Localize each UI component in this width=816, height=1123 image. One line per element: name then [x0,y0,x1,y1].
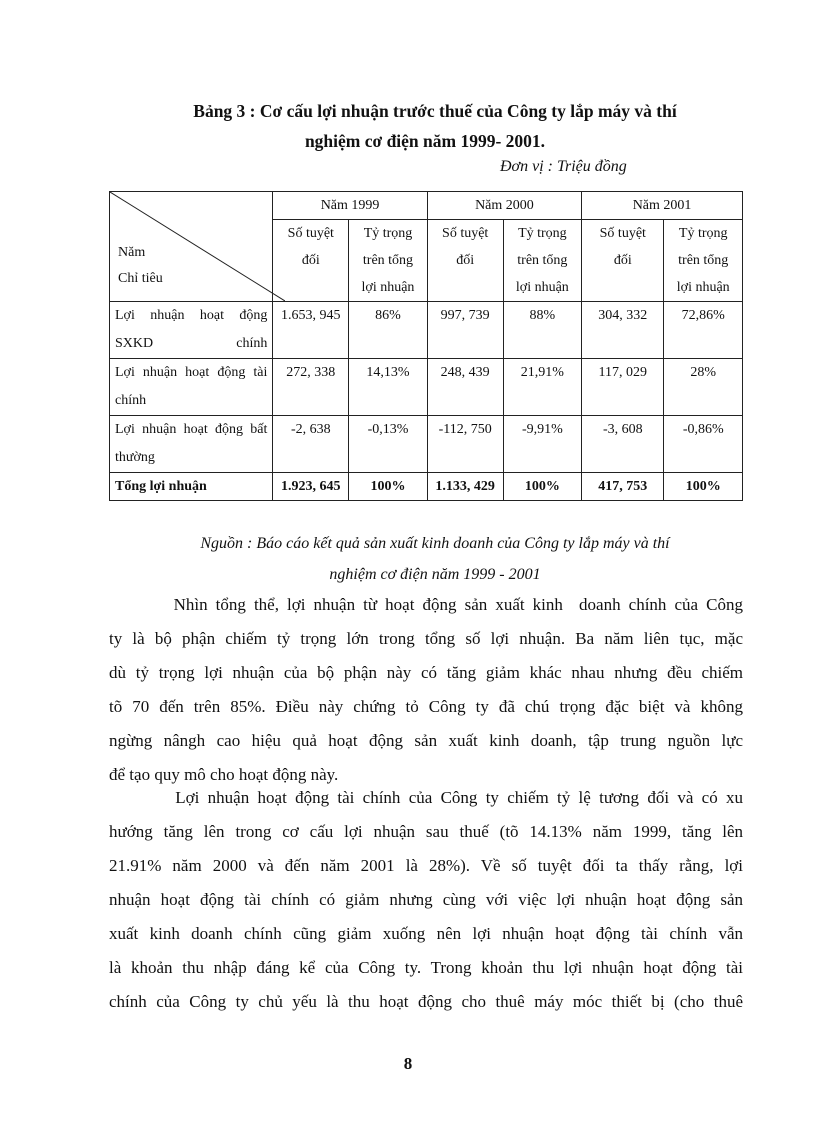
table-row [110,359,743,416]
year-header-2000: Năm 2000 [427,192,581,220]
paragraph-1 [109,588,743,792]
cell-percent: 21,91% [503,359,581,416]
row-label: Lợi nhuận hoạt động SXKD chính [110,302,273,359]
cell-value: 1.923, 645 [273,473,349,501]
paragraph-line: dù tỷ trọng lợi nhuận của bộ phận này có tăng giảm khác nhau nhưng đều chiếm [109,663,743,682]
page-number: 8 [403,1054,413,1073]
year-header-1999: Năm 1999 [273,192,427,220]
table-title-line-1: Bảng 3 : Cơ cấu lợi nhuận trước thuế của Công ty lắp máy và thí [193,101,677,121]
unit-note: Đơn vị : Triệu đồng [500,158,627,175]
row-label: Tổng lợi nhuận [110,473,273,501]
paragraph-line: ty là bộ phận chiếm tỷ trọng lớn trong tổng số lợi nhuận. Ba năm liên tục, mặc [109,629,743,648]
cell-value: 997, 739 [427,302,503,359]
table-total-row [110,473,743,501]
cell-value: -112, 750 [427,416,503,473]
subheader-absolute: Số tuyệt đối [273,220,349,302]
paragraph-line: xuất kinh doanh chính cũng giảm xuống nên lợi nhuận hoạt động tài chính vẫn [109,924,743,943]
table-title-line-2: nghiệm cơ điện năm 1999- 2001. [304,131,546,151]
table-row [110,416,743,473]
paragraph-line: là khoản thu nhập đáng kể của Công ty. Trong khoản thu lợi nhuận hoạt động tài [109,958,743,977]
cell-percent: -0,13% [349,416,427,473]
subheader-absolute: Số tuyệt đối [427,220,503,302]
cell-percent: 100% [349,473,427,501]
cell-value: 117, 029 [582,359,664,416]
row-label: Lợi nhuận hoạt động tài chính [110,359,273,416]
cell-value: -3, 608 [582,416,664,473]
cell-percent: 88% [503,302,581,359]
paragraph-line: Lợi nhuận hoạt động tài chính của Công ty chiếm tỷ lệ tương đối và có xu [109,788,743,807]
cell-value: -2, 638 [273,416,349,473]
corner-indicator-label: Chỉ tiêu [118,271,163,286]
paragraph-line: 21.91% năm 2000 và đến năm 2001 là 28%). Về số tuyệt đối ta thấy rằng, lợi [109,856,743,875]
paragraph-line: hướng tăng lên trong cơ cấu lợi nhuận sau thuế (tõ 14.13% năm 1999, tăng lên [109,822,743,841]
cell-value: 1.653, 945 [273,302,349,359]
cell-percent: 100% [503,473,581,501]
subheader-ratio: Tỷ trọng trên tổng lợi nhuận [503,220,581,302]
cell-percent: 28% [664,359,743,416]
paragraph-line: chính của Công ty chủ yếu là thu hoạt động cho thuê máy móc thiết bị (cho thuê [109,992,743,1011]
source-note-line-1: Nguồn : Báo cáo kết quả sản xuất kinh doanh của Công ty lắp máy và thí [200,535,670,552]
cell-value: 272, 338 [273,359,349,416]
cell-percent: -9,91% [503,416,581,473]
paragraph-line: Nhìn tổng thể, lợi nhuận từ hoạt động sản xuất kinh doanh chính của Công [109,595,743,614]
paragraph-line: nhuận hoạt động tài chính có giảm nhưng cùng với việc lợi nhuận hoạt động sản [109,890,743,909]
cell-value: 304, 332 [582,302,664,359]
subheader-absolute: Số tuyệt đối [582,220,664,302]
corner-year-label: Năm [118,245,146,260]
profit-structure-table [109,191,743,501]
corner-header-cell [110,192,273,302]
cell-percent: -0,86% [664,416,743,473]
source-note-line-2: nghiệm cơ điện năm 1999 - 2001 [329,566,541,583]
row-label: Lợi nhuận hoạt động bất thường [110,416,273,473]
cell-value: 248, 439 [427,359,503,416]
cell-percent: 14,13% [349,359,427,416]
paragraph-2 [109,781,743,1019]
cell-value: 417, 753 [582,473,664,501]
paragraph-line: ngừng nângh cao hiệu quả hoạt động sản xuất kinh doanh, tập trung nguồn lực [109,731,743,750]
table-header-row [110,192,743,220]
table-row [110,302,743,359]
paragraph-line: tõ 70 đến trên 85%. Điều này chứng tỏ Công ty đã chú trọng đặc biệt và không [109,697,743,716]
cell-percent: 100% [664,473,743,501]
cell-value: 1.133, 429 [427,473,503,501]
paragraph-line: để tạo quy mô cho hoạt động này. [109,765,339,784]
subheader-ratio: Tỷ trọng trên tổng lợi nhuận [664,220,743,302]
cell-percent: 72,86% [664,302,743,359]
year-header-2001: Năm 2001 [582,192,743,220]
subheader-ratio: Tỷ trọng trên tổng lợi nhuận [349,220,427,302]
cell-percent: 86% [349,302,427,359]
